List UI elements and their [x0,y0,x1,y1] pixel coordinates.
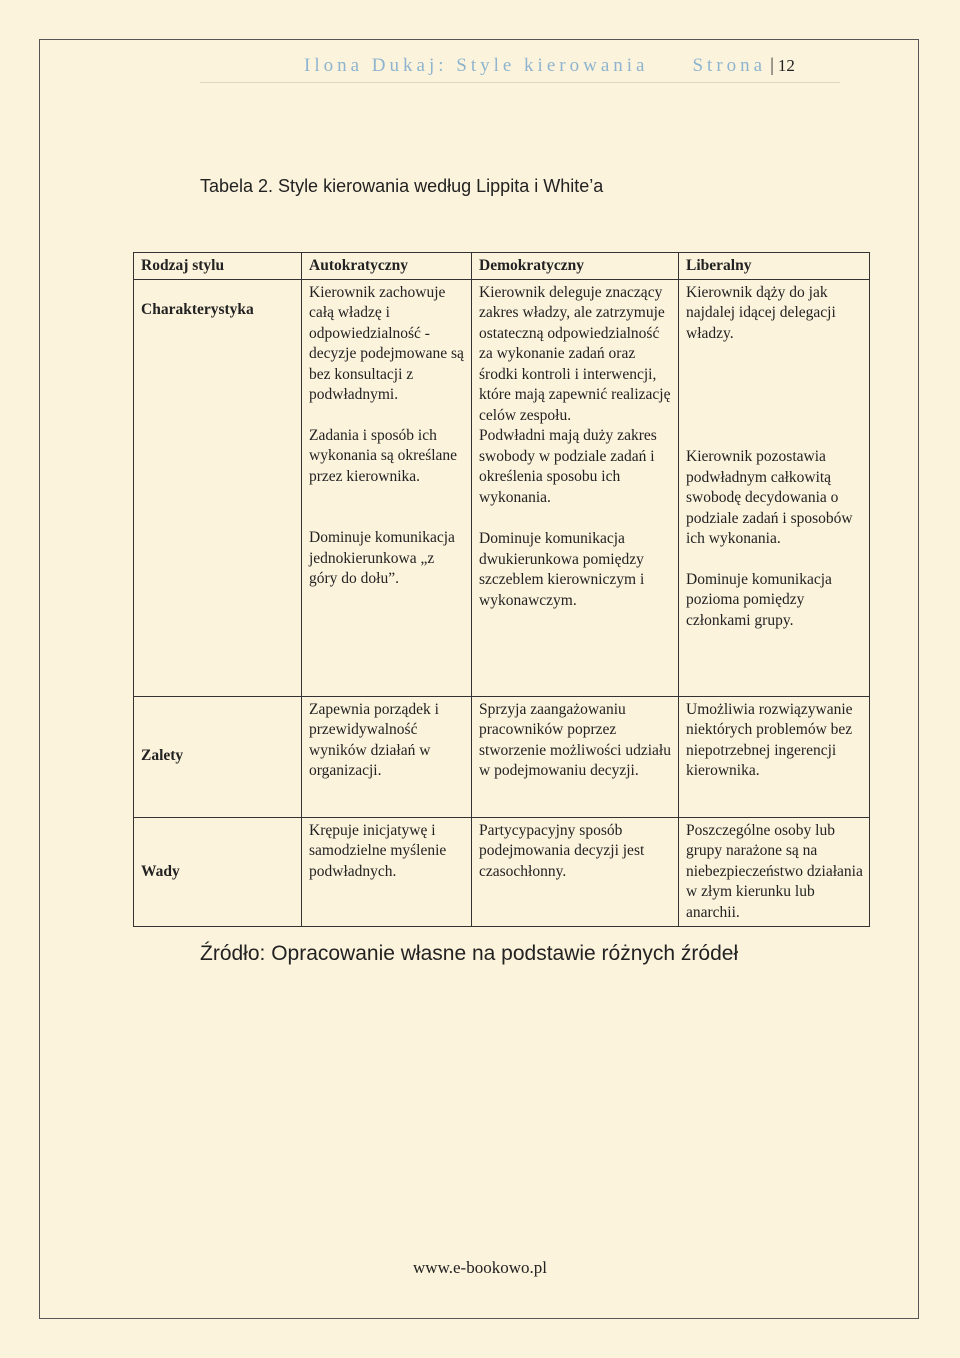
page-number: 12 [777,56,795,75]
cell-paragraph: Kierownik deleguje znaczący zakres władzy, ale zatrzymuje ostateczną odpowiedzialność za wykonanie zadań oraz środki kontroli i interwencji, które mają zapewnić realizację celów zespołu. [479,283,671,424]
table-row-disadvantages [134,817,870,927]
cell-democratic-characteristics [472,279,679,696]
cell-paragraph: Podwładni mają duży zakres swobody w podziale zadań i określenia sposobu ich wykonania. [479,427,657,506]
cell-democratic-disadvantages: Partycypacyjny sposób podejmowania decyzji jest czasochłonny. [472,817,679,927]
cell-paragraph: Kierownik zachowuje całą władzę i odpowiedzialność - decyzje podejmowane są bez konsultacji z podwładnymi. [309,283,464,403]
table-caption: Tabela 2. Style kierowania według Lippita i White’a [200,176,604,196]
running-header [304,55,844,77]
row-label-disadvantages: Wady [134,817,302,927]
cell-liberal-advantages: Umożliwia rozwiązywanie niektórych problemów bez niepotrzebnej ingerencji kierownika. [679,696,870,817]
footer-url: www.e-bookowo.pl [413,1258,547,1277]
cell-paragraph: Zadania i sposób ich wykonania są określane przez kierownika. [309,426,458,485]
header-cell-democratic: Demokratyczny [472,253,679,280]
row-label-characteristics: Charakterystyka [134,279,302,696]
table-header-row [134,253,870,280]
cell-paragraph: Kierownik pozostawia podwładnym całkowitą swobodę decydowania o podziale zadań i sposobów ich wykonania. [686,448,853,547]
leadership-styles-table [133,252,870,927]
cell-autocratic-advantages: Zapewnia porządek i przewidywalność wyników działań w organizacji. [302,696,472,817]
cell-liberal-characteristics [679,279,870,696]
cell-paragraph: Dominuje komunikacja jednokierunkowa „z góry do dołu”. [309,529,455,587]
header-author: Ilona Dukaj: Style kierowania [304,55,649,76]
cell-liberal-disadvantages: Poszczególne osoby lub grupy narażone są na niebezpieczeństwo działania w złym kierunku lub anarchii. [679,817,870,927]
cell-paragraph: Dominuje komunikacja dwukierunkowa pomiędzy szczeblem kierowniczym i wykonawczym. [479,530,645,609]
header-cell-liberal: Liberalny [679,253,870,280]
cell-autocratic-characteristics [302,279,472,696]
header-separator: | [770,55,774,76]
cell-autocratic-disadvantages: Krępuje inicjatywę i samodzielne myślenie podwładnych. [302,817,472,927]
source-note: Źródło: Opracowanie własne na podstawie różnych źródeł [200,942,739,965]
header-cell-autocratic: Autokratyczny [302,253,472,280]
header-page-word: Strona [692,55,767,76]
header-cell-style-type: Rodzaj stylu [134,253,302,280]
cell-democratic-advantages: Sprzyja zaangażowaniu pracowników poprzez stworzenie możliwości udziału w podejmowaniu decyzji. [472,696,679,817]
table-row-characteristics [134,279,870,696]
cell-paragraph: Dominuje komunikacja pozioma pomiędzy członkami grupy. [686,570,832,629]
row-label-advantages: Zalety [134,696,302,817]
cell-paragraph: Kierownik dąży do jak najdalej idącej delegacji władzy. [686,283,836,342]
table-row-advantages [134,696,870,817]
header-rule [200,82,840,83]
